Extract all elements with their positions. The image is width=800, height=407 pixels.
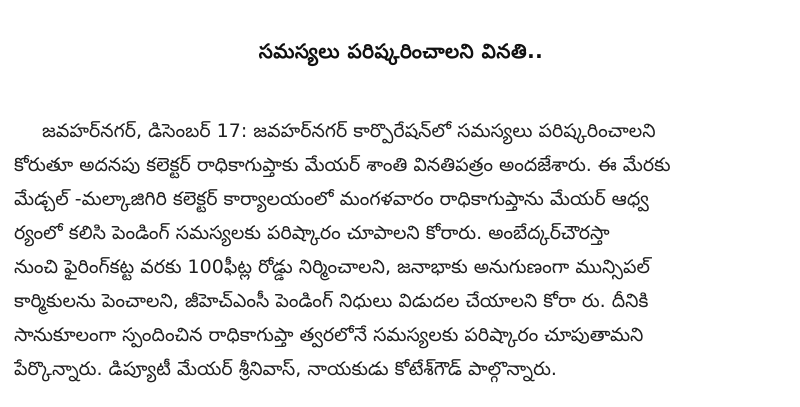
news-article — [14, 10, 788, 400]
article-body-line: కార్మికులను పెంచాలని, జీహెచ్‌ఎంసీ పెండింగ్ నిధులు విడుదల చేయాలని కోరా రు. దీనికి — [14, 290, 649, 312]
article-body-line: సానుకూలంగా స్పందించిన రాధికాగుప్తా త్వరలోనే సమస్యలకు పరిష్కారం చూపుతామని — [14, 324, 644, 346]
article-headline: సమస్యలు పరిష్కరించాలని వినతి.. — [258, 39, 544, 63]
article-body-line: మేడ్చల్ -మల్కాజిగిరి కలెక్టర్ కార్యాలయంలో మంగళవారం రాధికాగుప్తాను మేయర్ ఆధ్వ — [14, 188, 649, 210]
article-body-line: జవహర్‌నగర్, డిసెంబర్ 17: జవహర్‌నగర్ కార్పొరేషన్‌లో సమస్యలు పరిష్కరించాలని — [42, 120, 656, 142]
article-body — [14, 114, 788, 386]
article-body-line: కోరుతూ అదనపు కలెక్టర్ రాధికాగుప్తాకు మేయర్ శాంతి వినతిపత్రం అందజేశారు. ఈ మేరకు — [14, 154, 671, 176]
article-body-line: పేర్కొన్నారు. డిప్యూటీ మేయర్ శ్రీనివాస్, నాయకుడు కోటేశ్‌గౌడ్ పాల్గొన్నారు. — [14, 358, 557, 380]
article-body-line: నుంచి ఫైరింగ్‌కట్ట వరకు 100ఫీట్ల రోడ్డు నిర్మించాలని, జనాభాకు అనుగుణంగా మున్సిపల్ — [14, 256, 650, 278]
article-body-line: ర్యంలో కలిసి పెండింగ్ సమస్యలకు పరిష్కారం చూపాలని కోరారు. అంబేద్కర్‌చౌరస్తా — [14, 222, 610, 244]
